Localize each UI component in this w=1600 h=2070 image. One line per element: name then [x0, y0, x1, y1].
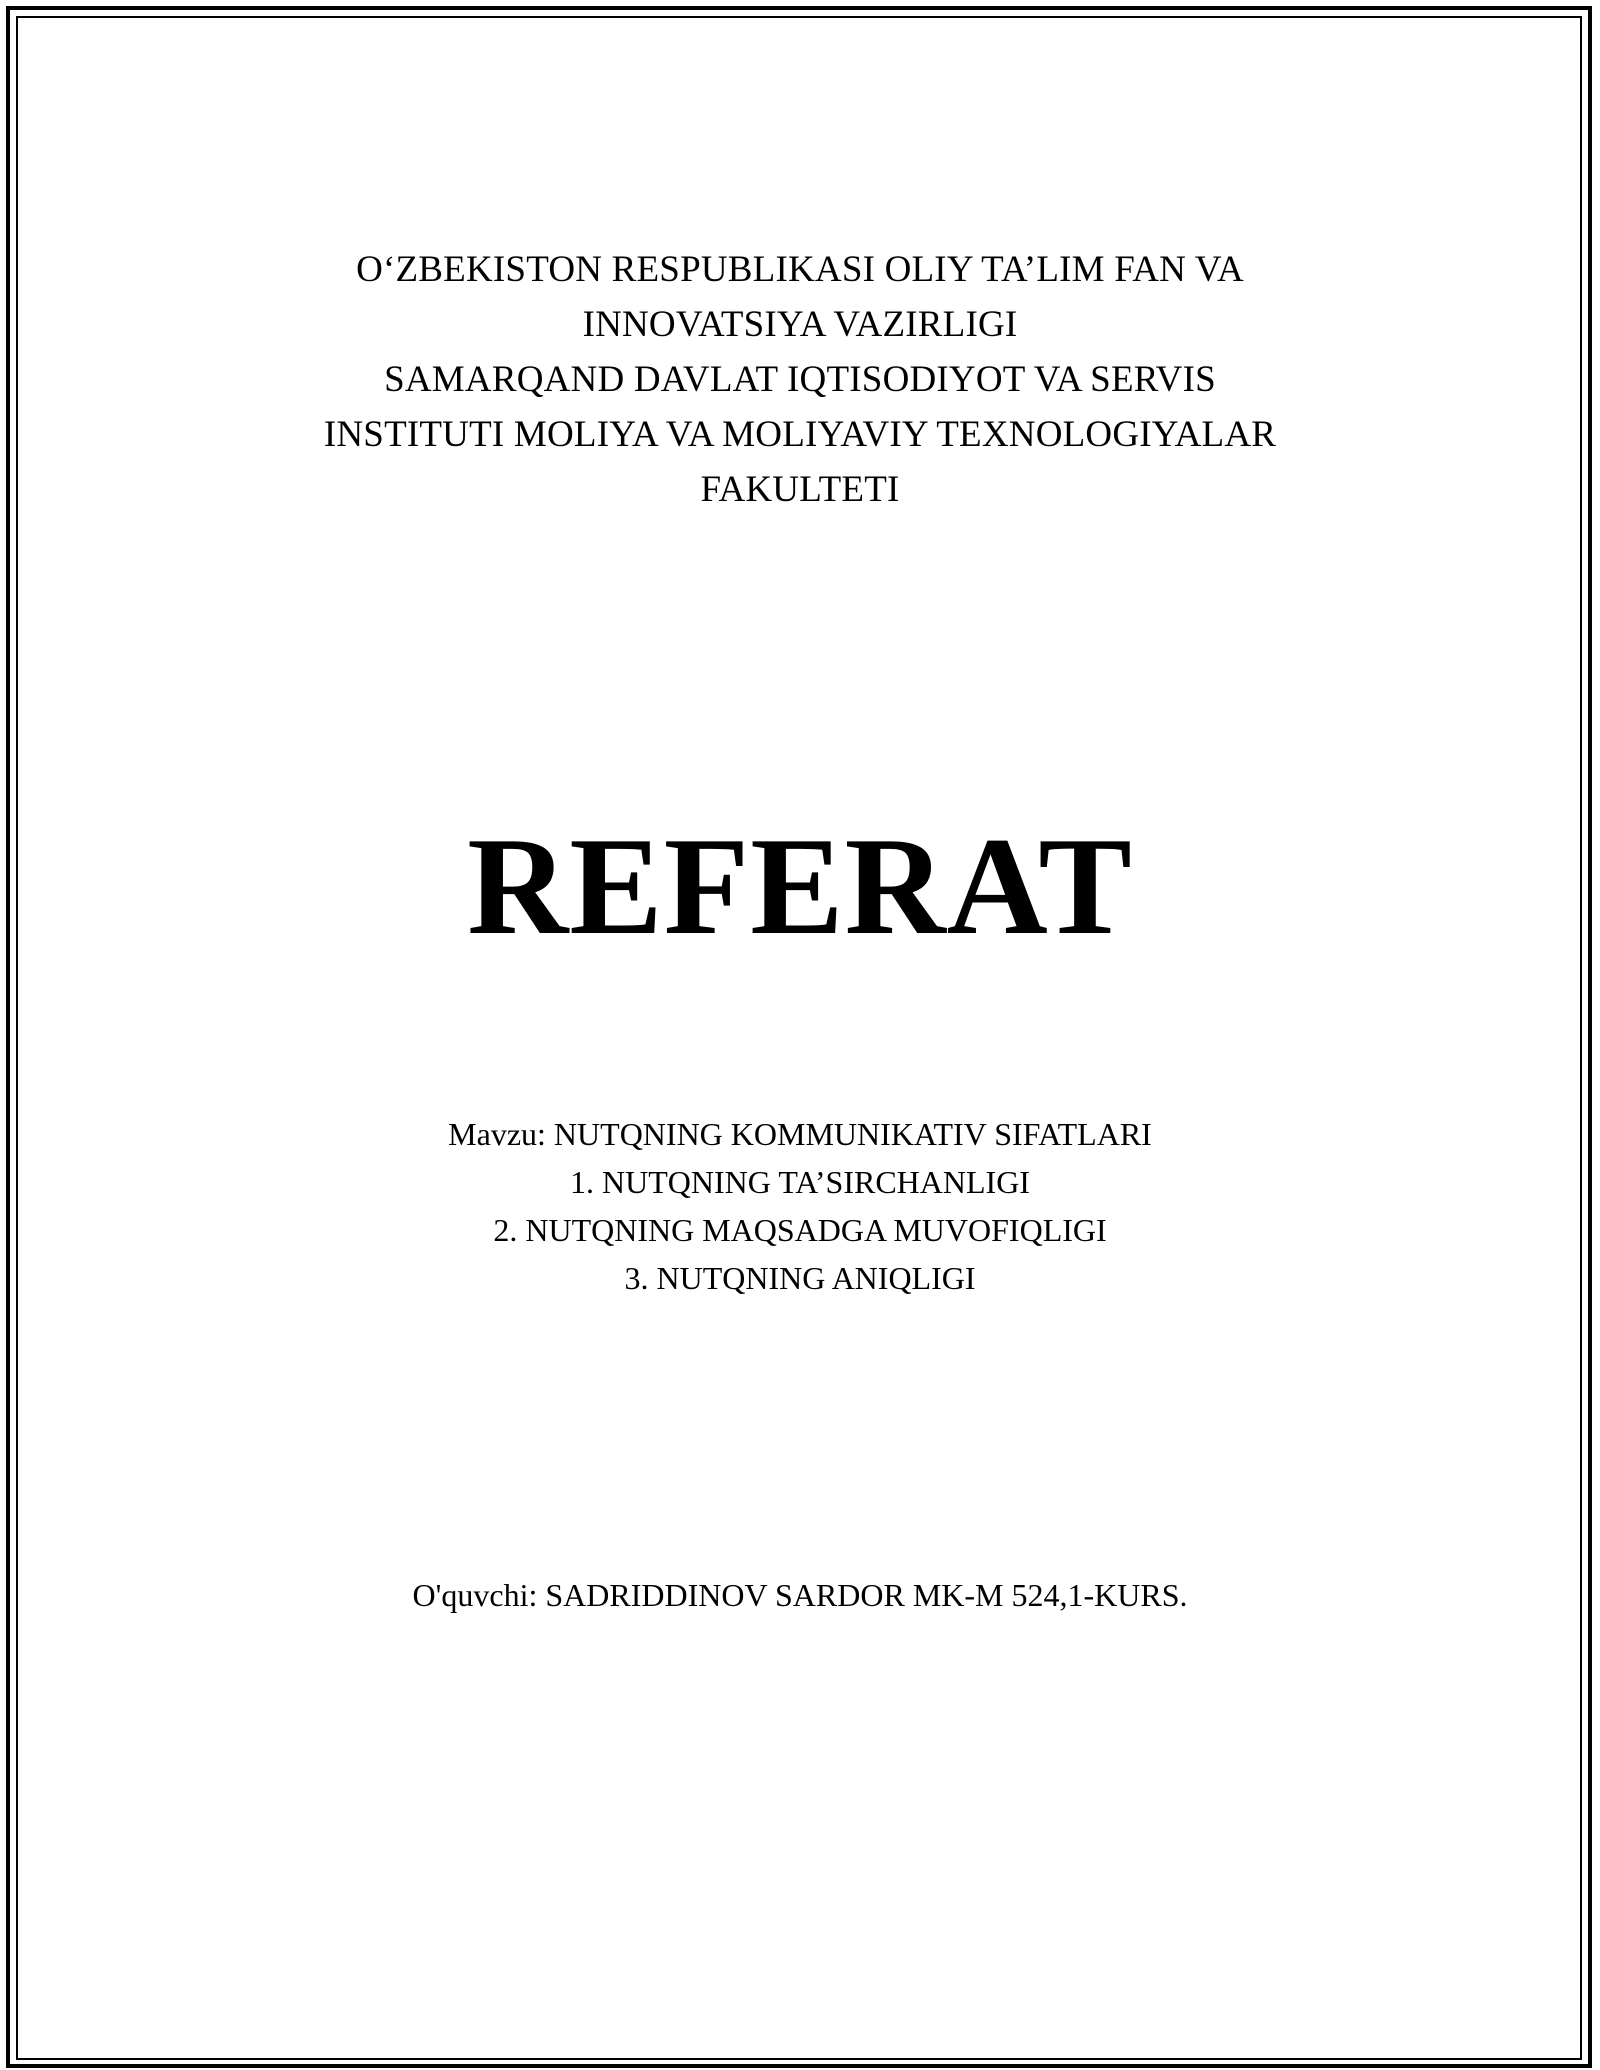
institution-line-4: INSTITUTI MOLIYA VA MOLIYAVIY TEXNOLOGIYALAR — [323, 414, 1277, 455]
institution-line-3: SAMARQAND DAVLAT IQTISODIYOT VA SERVIS — [384, 359, 1216, 400]
institution-line-2: INNOVATSIYA VAZIRLIGI — [582, 304, 1018, 345]
document-title: REFERAT — [467, 809, 1133, 964]
institution-header — [0, 242, 1600, 517]
topic-section — [0, 1110, 1600, 1302]
topic-item-2: 2. NUTQNING MAQSADGA MUVOFIQLIGI — [493, 1212, 1107, 1248]
topic-item-3: 3. NUTQNING ANIQLIGI — [624, 1260, 976, 1296]
student-info: O'quvchi: SADRIDDINOV SARDOR MK-M 524,1-KURS. — [412, 1577, 1188, 1613]
institution-line-5: FAKULTETI — [700, 469, 900, 510]
topic-heading: Mavzu: NUTQNING KOMMUNIKATIV SIFATLARI — [448, 1116, 1152, 1152]
topic-item-1: 1. NUTQNING TA’SIRCHANLIGI — [570, 1164, 1030, 1200]
institution-line-1: O‘ZBEKISTON RESPUBLIKASI OLIY TA’LIM FAN VA — [356, 249, 1244, 290]
